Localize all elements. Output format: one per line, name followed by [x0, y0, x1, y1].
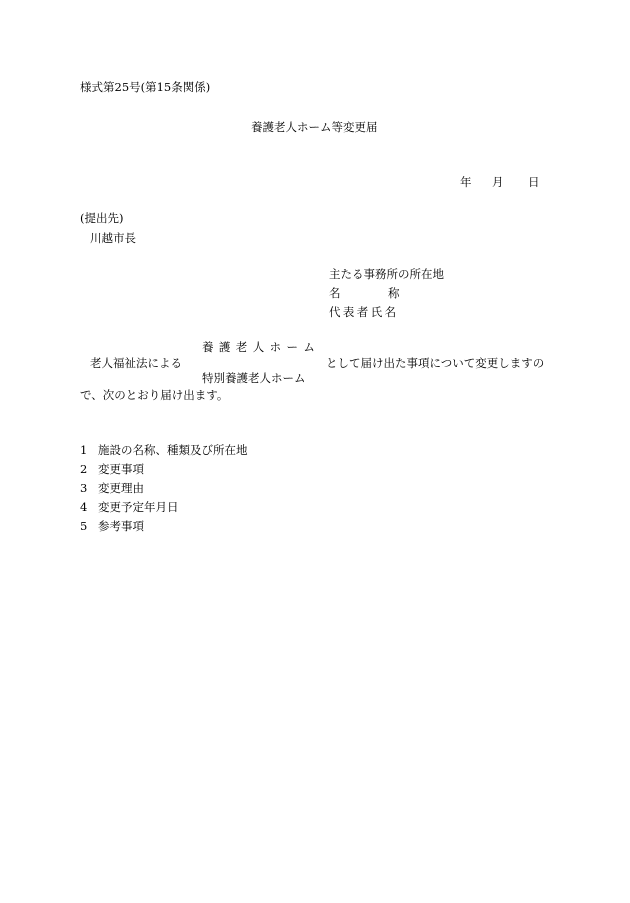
list-item-text: 変更予定年月日 — [98, 500, 179, 514]
applicant-representative-label: 代表者氏名 — [329, 305, 399, 319]
body-ending: で、次のとおり届け出ます。 — [80, 388, 229, 402]
list-item-text: 変更理由 — [98, 481, 144, 495]
list-item — [80, 519, 144, 533]
applicant-name-label-part-2: 称 — [388, 286, 400, 300]
date-day-label: 日 — [528, 175, 540, 189]
body-continuation: として届け出た事項について変更しますの — [326, 356, 545, 370]
applicant-name-label-part-1: 名 — [329, 286, 341, 300]
facility-option-special-nursing-home: 特別養護老人ホーム — [202, 371, 306, 385]
date-month-label: 月 — [492, 175, 504, 189]
list-item — [80, 462, 144, 476]
body-law-text: 老人福祉法による — [90, 356, 182, 370]
recipient-name: 川越市長 — [90, 231, 136, 245]
document-title: 養護老人ホーム等変更届 — [251, 120, 378, 134]
list-item — [80, 481, 144, 495]
list-item-number: 3 — [80, 481, 88, 495]
list-item — [80, 500, 179, 514]
date-year-label: 年 — [460, 175, 472, 189]
list-item-number: 4 — [80, 500, 88, 514]
applicant-address-label: 主たる事務所の所在地 — [329, 267, 444, 281]
recipient-label: (提出先) — [80, 211, 124, 225]
form-number: 様式第25号(第15条関係) — [80, 80, 211, 94]
list-item-number: 1 — [80, 443, 88, 457]
list-item-number: 2 — [80, 462, 88, 476]
list-item-text: 施設の名称、種類及び所在地 — [98, 443, 248, 457]
list-item-text: 変更事項 — [98, 462, 144, 476]
list-item-text: 参考事項 — [98, 519, 144, 533]
list-item — [80, 443, 248, 457]
facility-option-nursing-home: 養護老人ホーム — [202, 340, 321, 354]
list-item-number: 5 — [80, 519, 88, 533]
